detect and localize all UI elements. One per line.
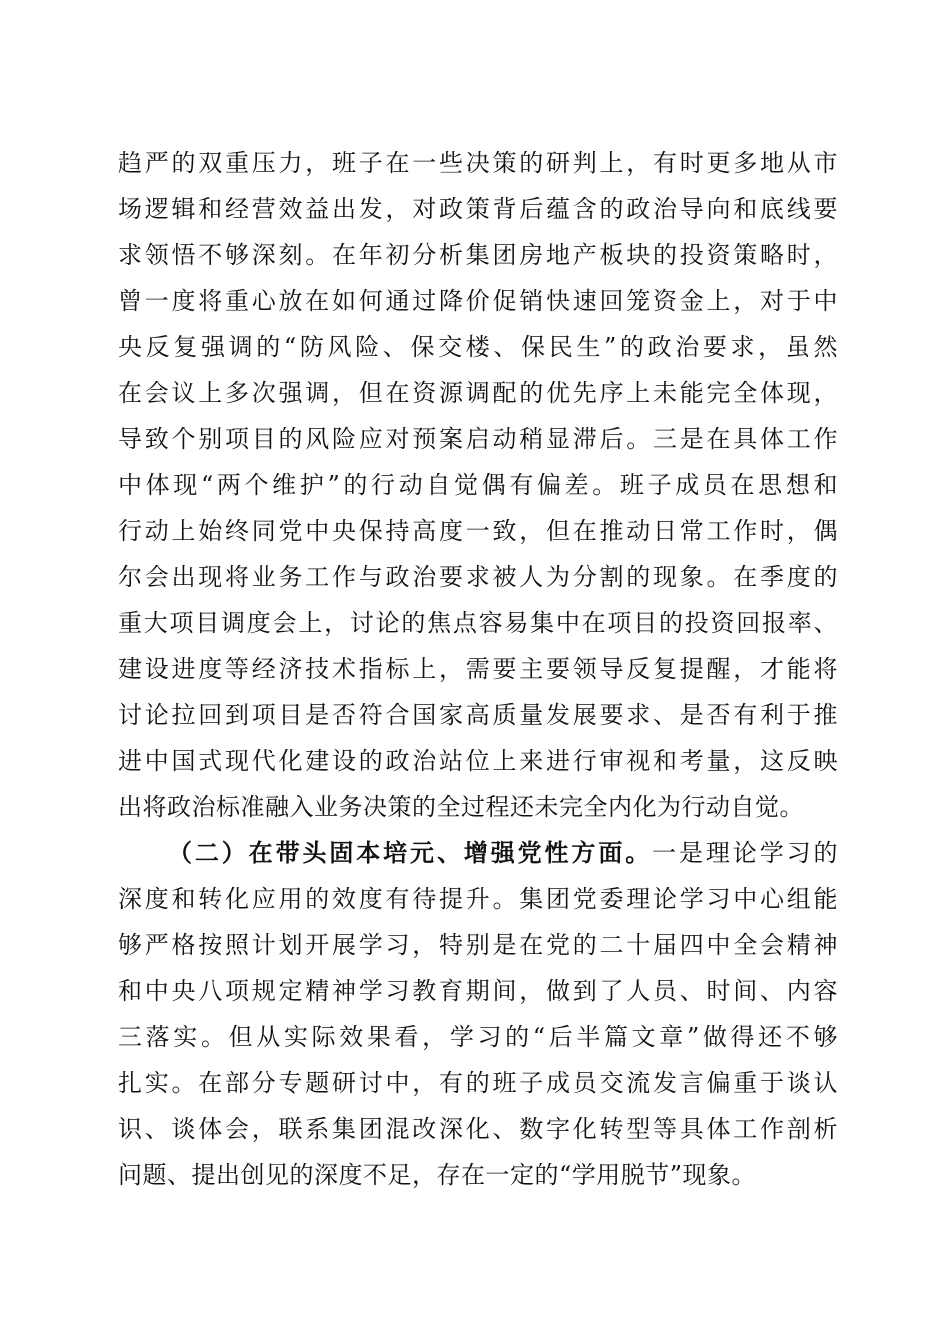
text-line: 求领悟不够深刻。在年初分析集团房地产板块的投资策略时， bbox=[118, 241, 838, 269]
text-line: 中体现“两个维护”的行动自觉偶有偏差。班子成员在思想和 bbox=[118, 471, 838, 499]
text-line: 央反复强调的“防风险、保交楼、保民生”的政治要求，虽然 bbox=[118, 333, 838, 361]
text-line: 深度和转化应用的效度有待提升。集团党委理论学习中心组能 bbox=[118, 885, 838, 913]
text-line: 曾一度将重心放在如何通过降价促销快速回笼资金上，对于中 bbox=[118, 287, 838, 315]
text-line: 够严格按照计划开展学习，特别是在党的二十届四中全会精神 bbox=[118, 931, 838, 959]
paragraph-1 bbox=[118, 140, 838, 830]
text-line: 趋严的双重压力，班子在一些决策的研判上，有时更多地从市 bbox=[118, 149, 838, 177]
text-line: 行动上始终同党中央保持高度一致，但在推动日常工作时，偶 bbox=[118, 517, 838, 545]
text-line: 问题、提出创见的深度不足，存在一定的“学用脱节”现象。 bbox=[118, 1161, 757, 1189]
text-line: 重大项目调度会上，讨论的焦点容易集中在项目的投资回报率、 bbox=[118, 609, 838, 637]
text-line: 场逻辑和经营效益出发，对政策背后蕴含的政治导向和底线要 bbox=[118, 195, 838, 223]
text-line: 在会议上多次强调，但在资源调配的优先序上未能完全体现， bbox=[118, 379, 838, 407]
text-line: 尔会出现将业务工作与政治要求被人为分割的现象。在季度的 bbox=[118, 563, 838, 591]
section-2-first-line bbox=[118, 830, 838, 876]
paragraph-2 bbox=[118, 830, 838, 1198]
text-line: 和中央八项规定精神学习教育期间，做到了人员、时间、内容 bbox=[118, 977, 838, 1005]
text-line: 出将政治标准融入业务决策的全过程还未完全内化为行动自觉。 bbox=[118, 793, 804, 821]
section-2-heading: （二）在带头固本培元、增强党性方面。 bbox=[168, 839, 653, 867]
text-line: 进中国式现代化建设的政治站位上来进行审视和考量，这反映 bbox=[118, 747, 838, 775]
text-line: 扎实。在部分专题研讨中，有的班子成员交流发言偏重于谈认 bbox=[118, 1069, 838, 1097]
text-line: 三落实。但从实际效果看，学习的“后半篇文章”做得还不够 bbox=[118, 1023, 838, 1051]
text-line: 讨论拉回到项目是否符合国家高质量发展要求、是否有利于推 bbox=[118, 701, 838, 729]
text-line: 建设进度等经济技术指标上，需要主要领导反复提醒，才能将 bbox=[118, 655, 838, 683]
document-body bbox=[118, 140, 838, 1198]
section-2-first-line-text: 一是理论学习的 bbox=[652, 839, 838, 867]
text-line: 识、谈体会，联系集团混改深化、数字化转型等具体工作剖析 bbox=[118, 1115, 838, 1143]
text-line: 导致个别项目的风险应对预案启动稍显滞后。三是在具体工作 bbox=[118, 425, 838, 453]
